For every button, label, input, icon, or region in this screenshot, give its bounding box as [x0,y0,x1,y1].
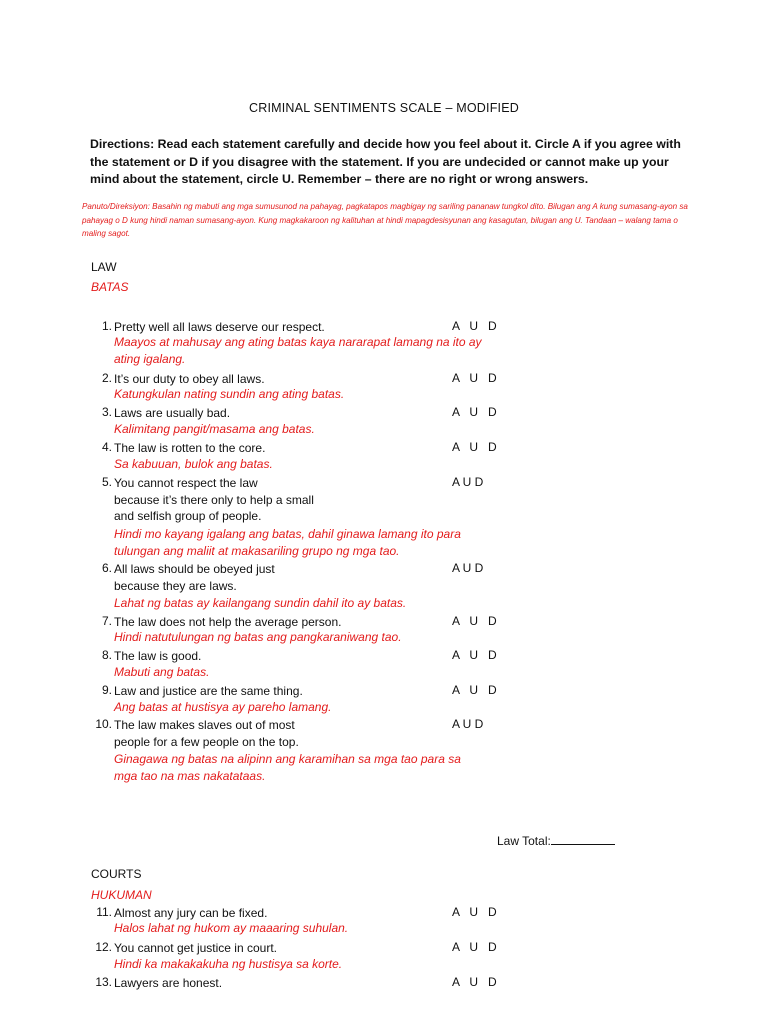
question-translation: Katungkulan nating sundin ang ating batas. [114,387,345,401]
question-translation: Maayos at mahusay ang ating batas kaya nararapat lamang na ito ay ating igalang. [114,335,482,366]
document-title: CRIMINAL SENTIMENTS SCALE – MODIFIED [249,101,519,115]
law-total-label: Law Total: [497,834,551,848]
question-number: 3. [101,405,112,419]
panuto-text: Panuto/Direksiyon: Basahin ng mabuti ang mga sumusunod na pahayag, pagkatapos magbigay ng sariling pananaw tungkol dito. Bilugan ang A kung sumasang-ayon sa pahayag o D kung hindi naman sumasang-ayon. Kung magkakaroon ng kalituhan at hindi mapagdesisyunan ang kasagutan, bilugan ang U. Tandaan – walang tama o maling sagot. [82,202,688,238]
question-text [114,561,275,594]
question-number: 1. [101,319,112,333]
law-section-label: LAW [91,260,117,274]
question-text-line: The law is rotten to the core. [114,441,266,455]
question-translation: Halos lahat ng hukom ay maaaring suhulan. [114,921,349,935]
law-section-label-tl: BATAS [91,280,129,294]
law-total [497,833,615,848]
question-text-line: Laws are usually bad. [114,406,231,420]
question-number: 8. [101,648,112,662]
question-text-line: It’s our duty to obey all laws. [114,372,265,386]
question-number: 2. [101,371,112,385]
question-translation: Sa kabuuan, bulok ang batas. [114,457,273,471]
question-text [114,975,222,992]
response-options[interactable]: A U D [452,975,497,989]
response-options[interactable]: A U D [452,614,497,628]
response-options[interactable]: A U D [452,440,497,454]
response-options[interactable]: A U D [452,475,484,489]
question-text [114,940,277,957]
question-text [114,475,314,525]
question-number: 7. [101,614,112,628]
question-number: 10. [95,717,112,731]
response-options[interactable]: A U D [452,561,484,575]
question-text-line: All laws should be obeyed just [114,562,275,576]
question-text-line: Almost any jury can be fixed. [114,906,268,920]
question-text [114,717,299,750]
question-text-line: Law and justice are the same thing. [114,684,303,698]
law-total-blank[interactable] [551,833,615,845]
question-translation: Hindi ka makakakuha ng hustisya sa korte. [114,957,343,971]
question-text-line: because it’s there only to help a small [114,492,314,507]
courts-section-label-tl: HUKUMAN [91,888,152,902]
response-options[interactable]: A U D [452,940,497,954]
question-text-line: You cannot get justice in court. [114,941,277,955]
question-translation: Ginagawa ng batas na alipinn ang karamihan sa mga tao para sa mga tao na mas nakatataas. [114,752,461,783]
question-text [114,648,201,665]
question-translation: Hindi mo kayang igalang ang batas, dahil ginawa lamang ito para tulungan ang maliit at makasariling grupo ng mga tao. [114,527,461,558]
question-number: 4. [101,440,112,454]
question-number: 6. [101,561,112,575]
question-number: 11. [96,905,112,919]
question-translation: Ang batas at hustisya ay pareho lamang. [114,700,332,714]
question-translation: Hindi natutulungan ng batas ang pangkaraniwang tao. [114,630,402,644]
question-translation: Kalimitang pangit/masama ang batas. [114,422,315,436]
courts-section-label: COURTS [91,867,142,881]
response-options[interactable]: A U D [452,905,497,919]
question-text-line: and selfish group of people. [114,509,262,523]
question-text-line: The law is good. [114,649,202,663]
question-text-line: The law does not help the average person. [114,615,342,629]
question-text-line: You cannot respect the law [114,476,258,490]
question-text [114,405,230,422]
question-translation: Lahat ng batas ay kailangang sundin dahil ito ay batas. [114,596,407,610]
response-options[interactable]: A U D [452,371,497,385]
response-options[interactable]: A U D [452,405,497,419]
question-text-line: because they are laws. [114,578,237,593]
response-options[interactable]: A U D [452,319,497,333]
question-text-line: The law makes slaves out of most [114,718,295,732]
question-number: 12. [95,940,112,954]
question-text-line: Lawyers are honest. [114,976,223,990]
question-text [114,440,265,457]
response-options[interactable]: A U D [452,648,497,662]
question-text-line: Pretty well all laws deserve our respect. [114,320,325,334]
question-number: 9. [101,683,112,697]
question-number: 13. [95,975,112,989]
question-text [114,683,303,700]
question-translation: Mabuti ang batas. [114,665,210,679]
response-options[interactable]: A U D [452,683,497,697]
question-number: 5. [101,475,112,489]
directions-text: Directions: Read each statement carefully and decide how you feel about it. Circle A if you agree with the statement or D if you disagree with the statement. If you are undecided or cannot make up your mind about the statement, circle U. Remember – there are no right or wrong answers. [90,137,681,186]
response-options[interactable]: A U D [452,717,484,731]
question-text-line: people for a few people on the top. [114,734,299,749]
